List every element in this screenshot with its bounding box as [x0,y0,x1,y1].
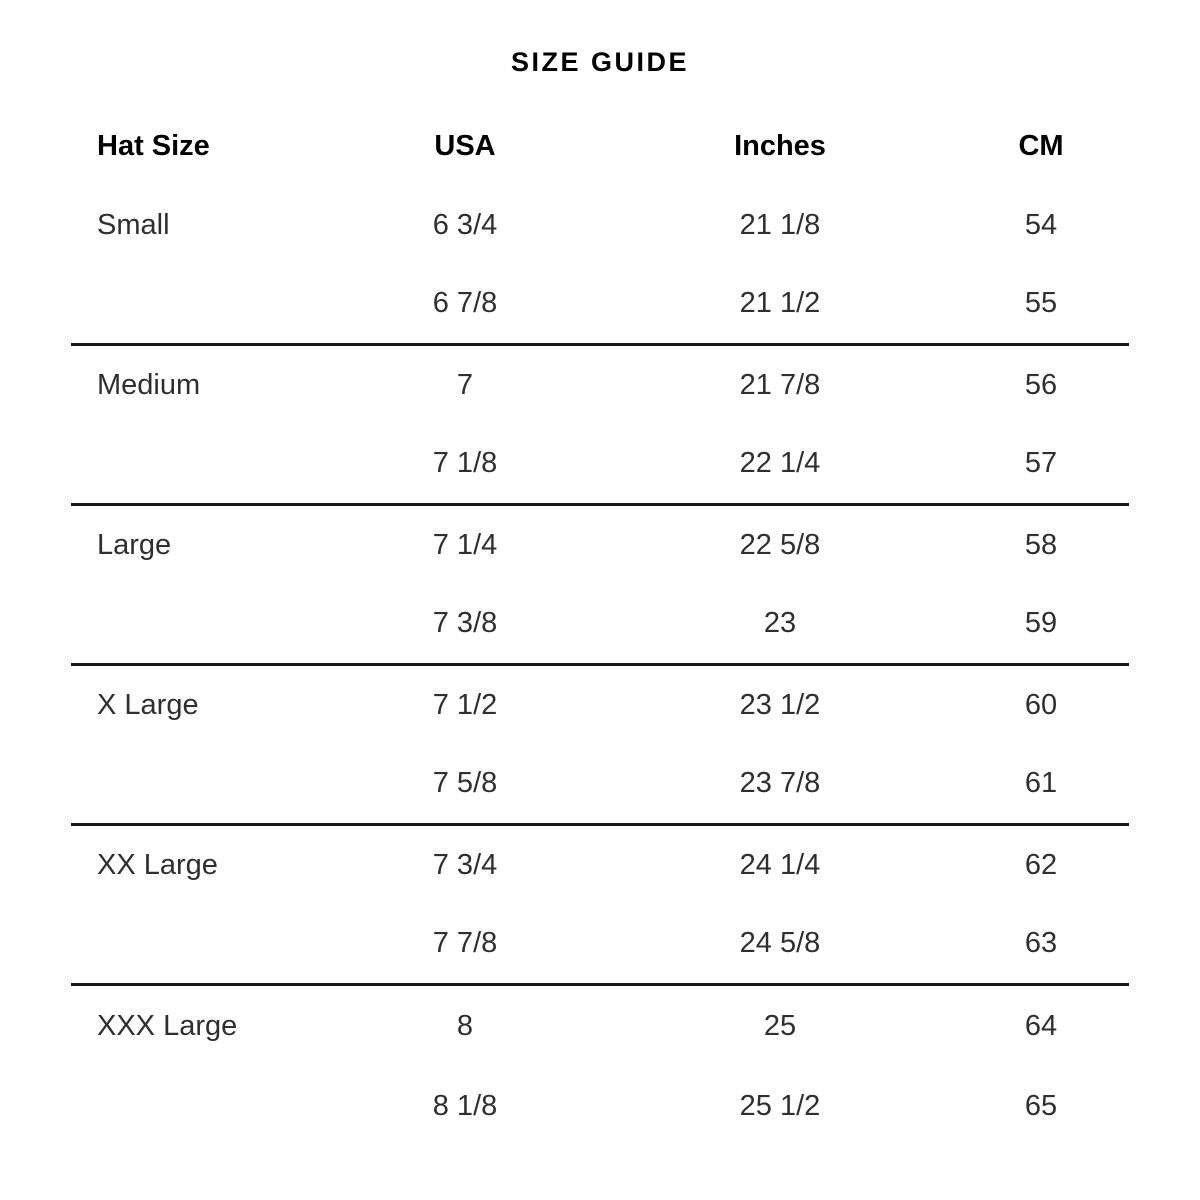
size-group-small [71,186,1129,346]
hat-size-cell: Small [97,208,170,241]
table-row [71,905,1129,984]
inches-cell: 25 [763,1009,797,1042]
inches-cell: 23 7/8 [739,767,821,800]
table-row [71,666,1129,745]
size-group-medium [71,346,1129,506]
size-group-xxx-large [71,986,1129,1146]
cm-cell: 56 [1024,368,1058,401]
usa-cell: 8 [456,1009,474,1042]
inches-cell: 24 5/8 [739,927,821,960]
cm-cell: 58 [1024,528,1058,561]
column-header-hat-size: Hat Size [97,129,210,162]
usa-cell: 8 1/8 [432,1089,498,1122]
usa-cell: 7 3/8 [432,607,498,640]
table-row [71,585,1129,664]
table-row [71,265,1129,344]
cm-cell: 55 [1024,287,1058,320]
usa-cell: 6 3/4 [432,208,498,241]
inches-cell: 21 1/8 [739,208,821,241]
hat-size-cell: Large [97,528,172,561]
page-title: SIZE GUIDE [510,47,690,77]
cm-cell: 63 [1024,927,1058,960]
cm-cell: 65 [1024,1089,1058,1122]
usa-cell: 7 7/8 [432,927,498,960]
inches-cell: 23 [763,607,797,640]
table-row [71,986,1129,1066]
table-row [71,506,1129,585]
inches-cell: 22 1/4 [739,447,821,480]
table-row [71,346,1129,425]
inches-cell: 25 1/2 [739,1089,821,1122]
cm-cell: 54 [1024,208,1058,241]
table-row [71,1066,1129,1146]
usa-cell: 6 7/8 [432,287,498,320]
inches-cell: 21 7/8 [739,368,821,401]
cm-cell: 61 [1024,767,1058,800]
cm-cell: 59 [1024,607,1058,640]
table-row [71,186,1129,265]
usa-cell: 7 1/4 [432,528,498,561]
column-header-usa: USA [434,129,496,162]
column-header-inches: Inches [734,129,826,162]
inches-cell: 22 5/8 [739,528,821,561]
cm-cell: 64 [1024,1009,1058,1042]
inches-cell: 23 1/2 [739,688,821,721]
usa-cell: 7 5/8 [432,767,498,800]
hat-size-cell: X Large [97,688,199,721]
table-row [71,425,1129,504]
usa-cell: 7 1/8 [432,447,498,480]
inches-cell: 24 1/4 [739,848,821,881]
usa-cell: 7 3/4 [432,848,498,881]
column-header-cm: CM [1018,129,1064,162]
table-row [71,745,1129,824]
size-group-large [71,506,1129,666]
table-header-row [71,106,1129,186]
size-group-xx-large [71,826,1129,986]
size-group-x-large [71,666,1129,826]
size-guide-content [71,45,1129,1146]
usa-cell: 7 [456,368,474,401]
hat-size-cell: XXX Large [97,1009,238,1042]
cm-cell: 62 [1024,848,1058,881]
cm-cell: 60 [1024,688,1058,721]
hat-size-cell: Medium [97,368,201,401]
usa-cell: 7 1/2 [432,688,498,721]
inches-cell: 21 1/2 [739,287,821,320]
hat-size-cell: XX Large [97,848,218,881]
cm-cell: 57 [1024,447,1058,480]
table-row [71,826,1129,905]
